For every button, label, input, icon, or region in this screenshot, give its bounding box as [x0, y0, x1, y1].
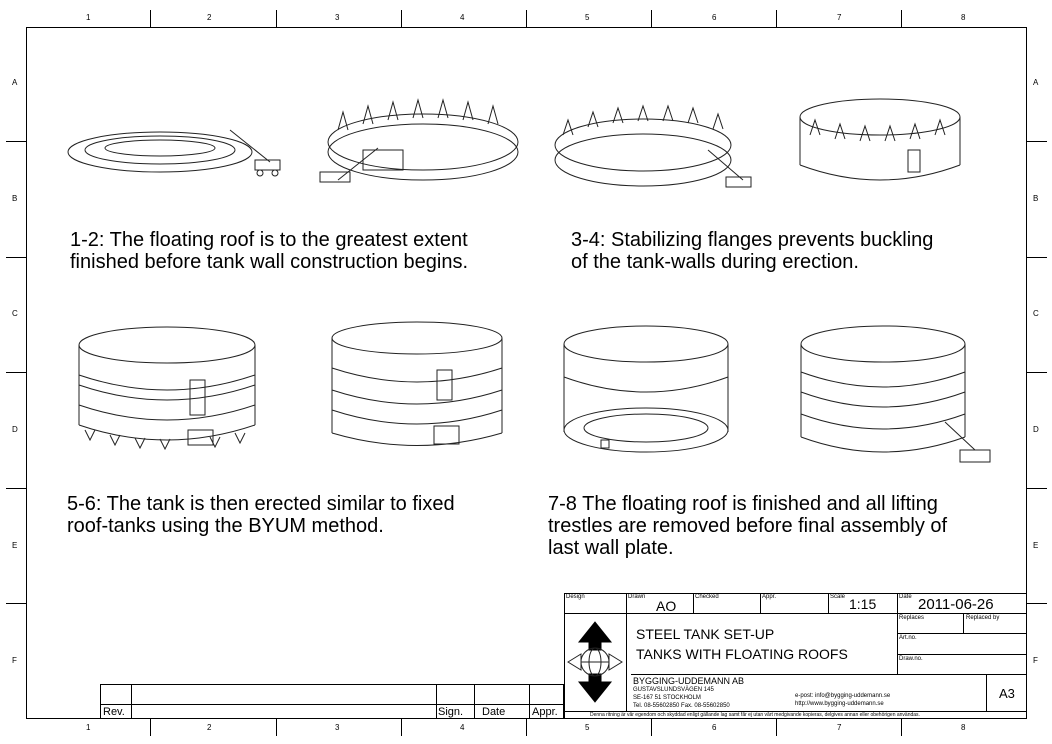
grid-tick	[776, 10, 777, 27]
company-web: http://www.bygging-uddemann.se	[795, 701, 884, 707]
date-label: Date	[482, 706, 506, 718]
company-address-2: SE-167 51 STOCKHOLM	[633, 695, 701, 701]
company-address-1: GUSTAVSLUNDSVÄGEN 145	[633, 687, 714, 693]
grid-tick	[6, 141, 26, 142]
caption-line: 3-4: Stabilizing flanges prevents buckling	[571, 229, 934, 251]
illustration-step-5	[70, 325, 270, 460]
caption-line: roof-tanks using the BYUM method.	[67, 515, 384, 537]
company-name: BYGGING-UDDEMANN AB	[633, 676, 745, 686]
grid-tick	[6, 603, 26, 604]
row-label: A	[12, 78, 18, 87]
column-label: 5	[585, 13, 590, 22]
company-phone: Tel. 08-55602850 Fax. 08-55602850	[633, 703, 730, 709]
illustration-step-8	[795, 322, 1010, 467]
caption-line: trestles are removed before final assembly of	[548, 515, 948, 537]
sign-label: Sign.	[438, 706, 464, 718]
grid-tick	[1027, 141, 1047, 142]
date-label-title: Date	[899, 594, 912, 600]
column-label: 4	[460, 13, 465, 22]
replaces-label: Replaces	[899, 615, 925, 621]
appr-label: Appr.	[532, 706, 558, 718]
grid-tick	[526, 10, 527, 27]
date-value: 2011-06-26	[918, 596, 994, 613]
grid-tick	[150, 10, 151, 27]
caption-step-5-6	[67, 493, 455, 537]
column-label: 2	[207, 723, 212, 732]
row-label: E	[1033, 541, 1039, 550]
column-label: 3	[335, 13, 340, 22]
rev-label: Rev.	[103, 706, 125, 718]
caption-step-7-8	[548, 493, 947, 559]
grid-tick	[776, 719, 777, 736]
grid-tick	[1027, 257, 1047, 258]
caption-step-3-4	[571, 229, 933, 273]
grid-tick	[1027, 372, 1047, 373]
grid-tick	[651, 10, 652, 27]
grid-tick	[1027, 603, 1047, 604]
column-label: 8	[961, 13, 966, 22]
grid-tick	[6, 257, 26, 258]
grid-tick	[401, 719, 402, 736]
caption-line: 5-6: The tank is then erected similar to fixed	[67, 493, 455, 515]
drawn-label: Drawn	[628, 594, 646, 600]
art-no-label: Art.no.	[899, 635, 917, 641]
caption-step-1-2	[70, 229, 468, 273]
column-label: 1	[86, 723, 91, 732]
row-label: A	[1033, 78, 1039, 87]
row-label: C	[1033, 309, 1039, 318]
row-label: B	[12, 194, 18, 203]
row-label: D	[1033, 425, 1039, 434]
grid-tick	[276, 10, 277, 27]
caption-line: last wall plate.	[548, 537, 674, 559]
caption-line: 7-8 The floating roof is finished and all lifting	[548, 493, 938, 515]
grid-tick	[901, 10, 902, 27]
illustration-step-7	[553, 322, 743, 462]
drawn-value: AO	[656, 598, 677, 614]
caption-line: 1-2: The floating roof is to the greatest extent	[70, 229, 468, 251]
column-label: 4	[460, 723, 465, 732]
column-label: 8	[961, 723, 966, 732]
column-label: 1	[86, 13, 91, 22]
row-label: D	[12, 425, 18, 434]
column-label: 5	[585, 723, 590, 732]
illustration-step-2	[318, 100, 523, 195]
row-label: C	[12, 309, 18, 318]
column-label: 2	[207, 13, 212, 22]
illustration-step-6	[322, 318, 512, 458]
sheet-size: A3	[999, 686, 1015, 701]
column-label: 7	[837, 723, 842, 732]
grid-tick	[150, 719, 151, 736]
scale-label: Scale	[830, 594, 846, 600]
row-label: F	[1033, 656, 1038, 665]
company-email: e-post: info@bygging-uddemann.se	[795, 693, 891, 699]
column-label: 7	[837, 13, 842, 22]
row-label: E	[12, 541, 18, 550]
row-label: B	[1033, 194, 1039, 203]
grid-tick	[276, 719, 277, 736]
row-label: F	[12, 656, 17, 665]
scale-value: 1:15	[849, 596, 877, 612]
drawing-title-line2: TANKS WITH FLOATING ROOFS	[636, 646, 848, 662]
grid-tick	[901, 719, 902, 736]
column-label: 6	[712, 13, 717, 22]
grid-tick	[526, 719, 527, 736]
footer-note: Denna ritning är vår egendom och skyddad enligt gällande lag samt får ej utan vårt medgivande kopieras, delgives annan eller obehörigen användas.	[590, 712, 920, 718]
replaced-by-label: Replaced by	[966, 615, 1000, 621]
column-label: 3	[335, 723, 340, 732]
checked-label: Checked	[695, 594, 719, 600]
drawing-title-line1: STEEL TANK SET-UP	[636, 626, 775, 642]
illustration-step-4	[790, 95, 980, 195]
grid-tick	[6, 488, 26, 489]
design-label: Design	[566, 594, 585, 600]
grid-tick	[401, 10, 402, 27]
column-label: 6	[712, 723, 717, 732]
grid-tick	[1027, 488, 1047, 489]
grid-tick	[651, 719, 652, 736]
caption-line: of the tank-walls during erection.	[571, 251, 859, 273]
illustration-step-1	[65, 120, 295, 195]
draw-no-label: Draw.no.	[899, 656, 923, 662]
appr-label-title: Appr.	[762, 594, 777, 600]
caption-line: finished before tank wall construction begins.	[70, 251, 469, 273]
illustration-step-3	[548, 105, 753, 200]
company-logo	[566, 620, 624, 704]
grid-tick	[6, 372, 26, 373]
